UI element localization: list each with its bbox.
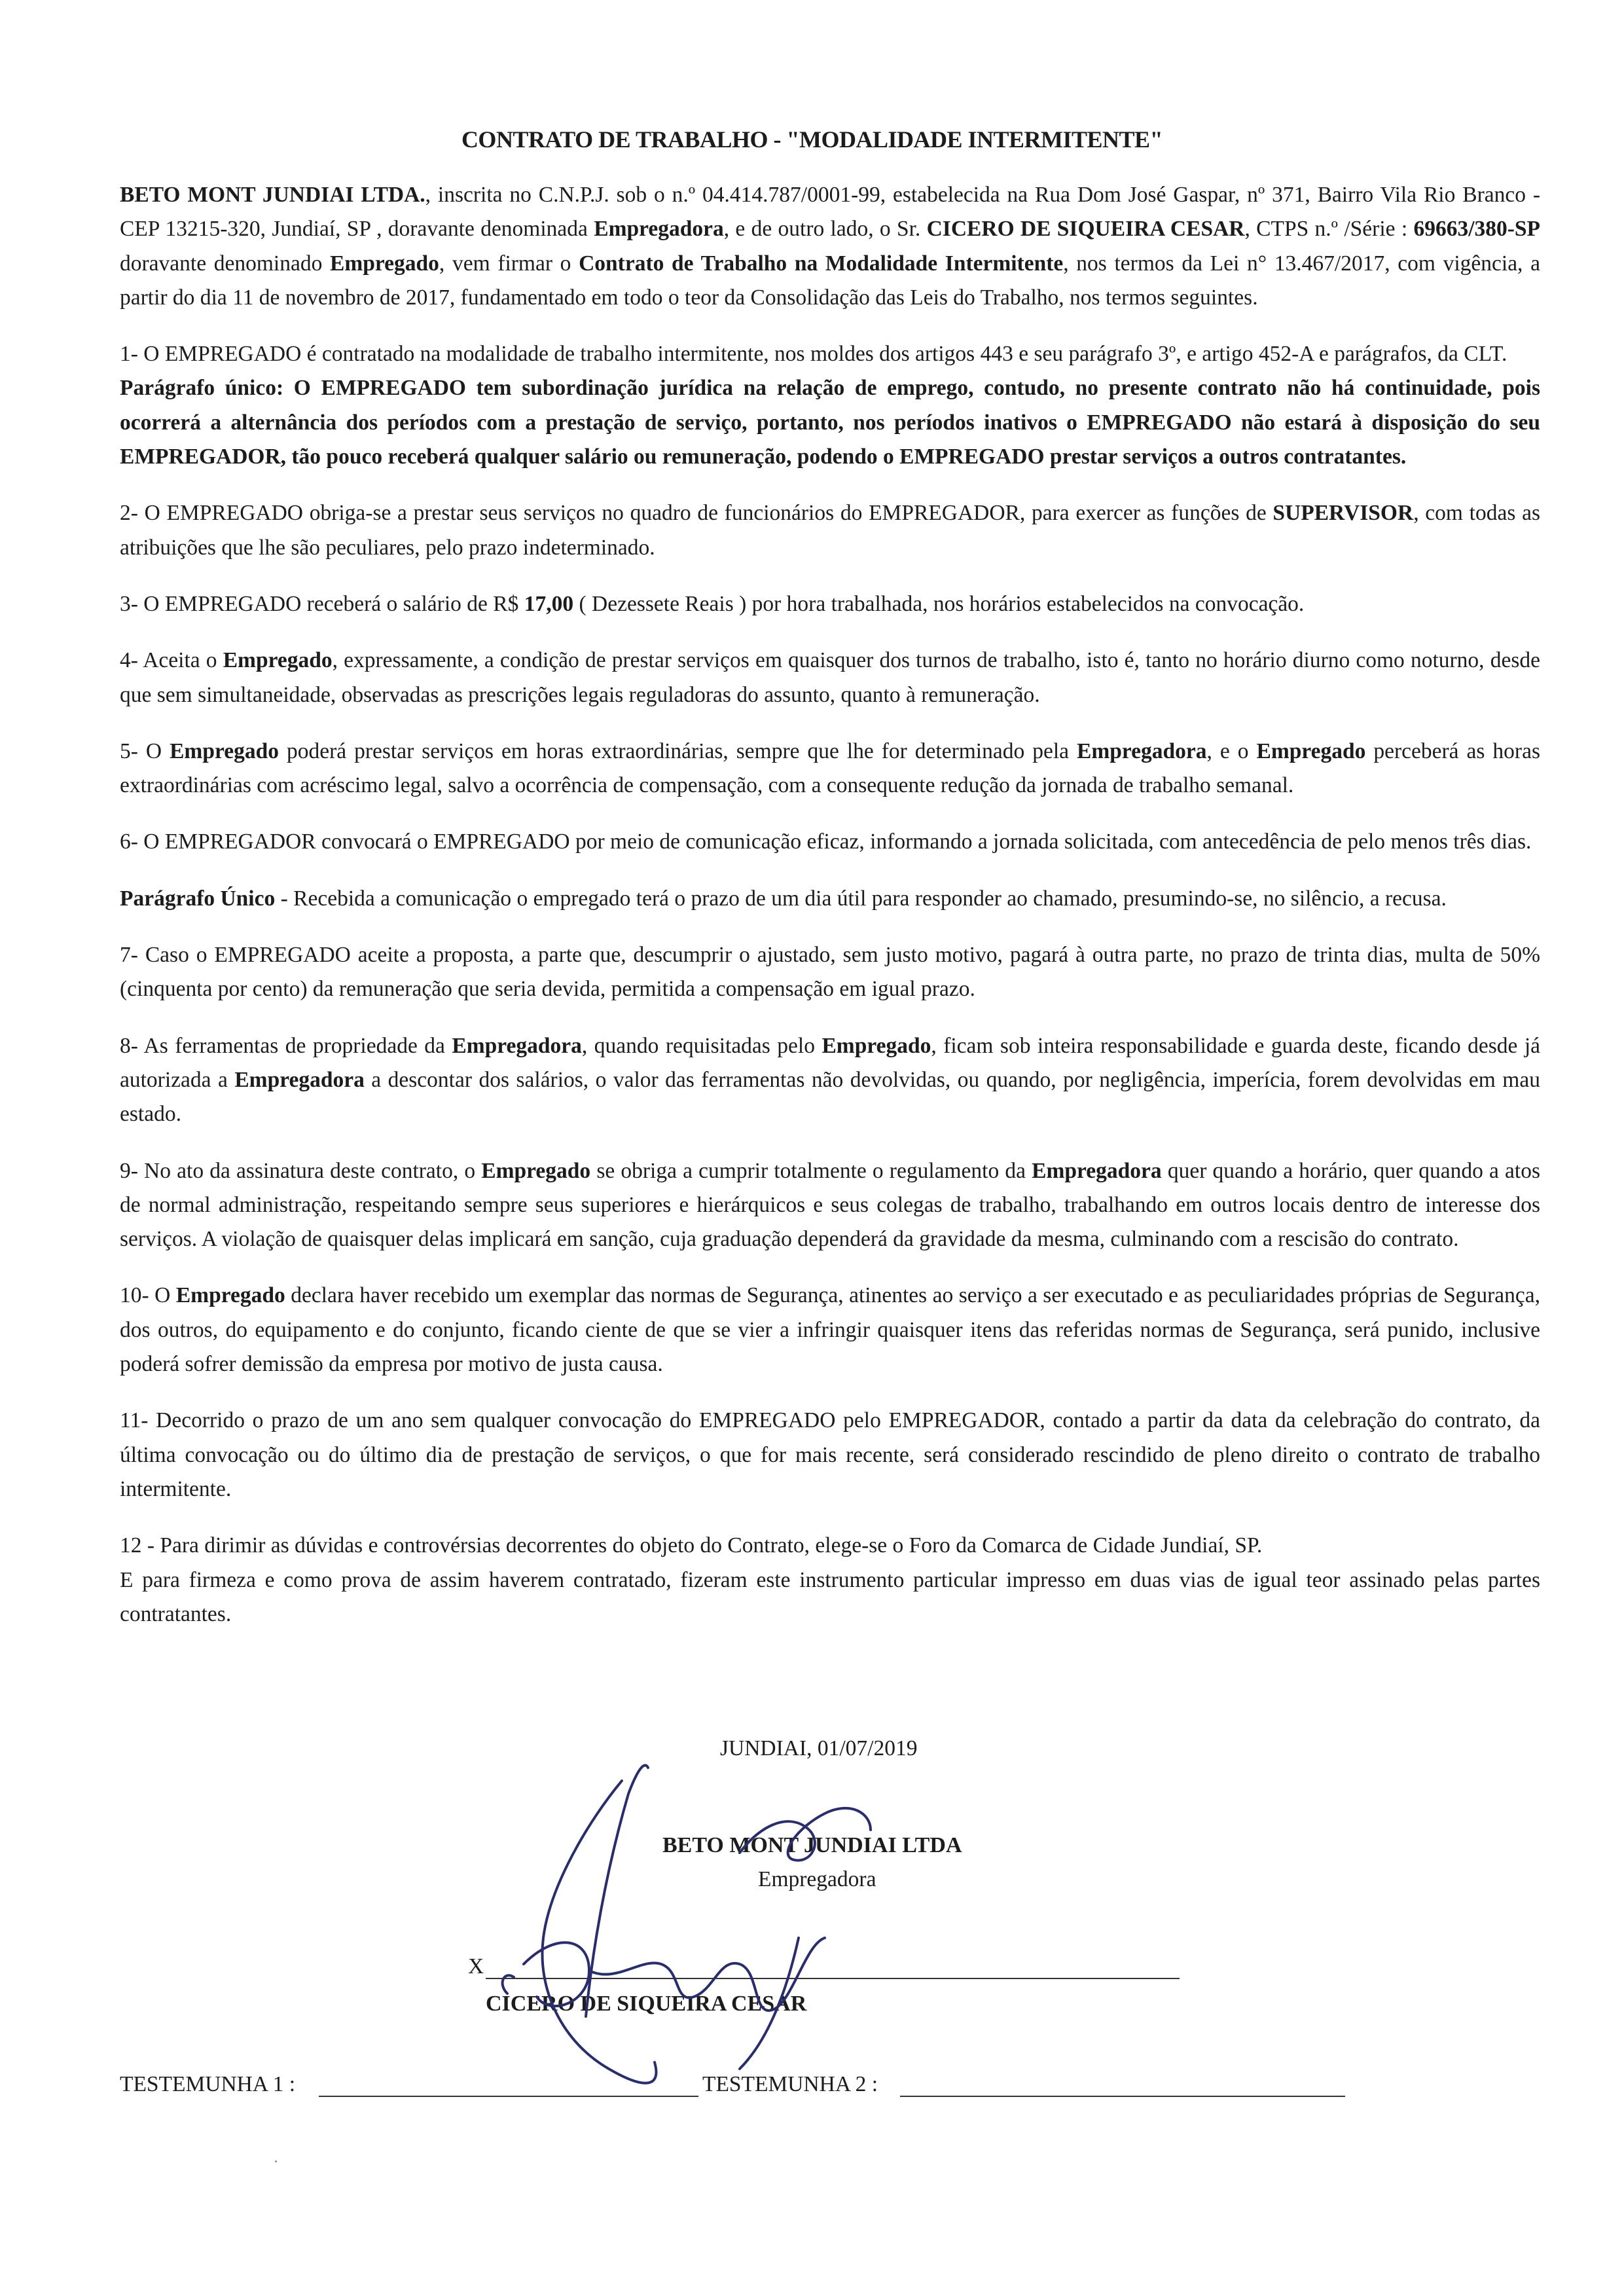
company-name: BETO MONT JUNDIAI LTDA. — [120, 183, 425, 207]
clause-6: 6- O EMPREGADOR convocará o EMPREGADO por meio de comunicação eficaz, informando a jornada solicitada, com antecedência de pelo menos três dias. — [120, 829, 1532, 854]
clause-1-paragraph-label: Parágrafo único — [120, 376, 276, 401]
employee-name: CICERO DE SIQUEIRA CESAR — [926, 217, 1245, 242]
employee-term: Empregado — [330, 251, 439, 276]
employer-signature-name: BETO MONT JUNDIAI LTDA — [662, 1833, 962, 1857]
closing-statement: E para firmeza e como prova de assim haverem contratado, fizeram este instrumento particular impresso em duas vias de igual teor assinado pelas partes contratantes. — [120, 1567, 1540, 1626]
clause-10-text-1: 10- O — [120, 1283, 176, 1308]
clause-11: 11- Decorrido o prazo de um ano sem qualquer convocação do EMPREGADO pelo EMPREGADOR, contado a partir da data da celebração do contrato, da última convocação ou do último dia de prestação de serviços, o que for mais recente, será considerado rescindido de pleno direito o contrato de trabalho intermitente. — [120, 1408, 1540, 1501]
clause-8-text-3: , ficam sob inteira responsabilidade e guarda deste, ficando desde já autorizada a — [120, 1033, 1540, 1092]
witness-1-label: TESTEMUNHA 1 : — [120, 2072, 295, 2096]
employee-signature-name: CICERO DE SIQUEIRA CESAR — [486, 1992, 807, 2016]
intro-text-6: , nos termos da Lei n° 13.467/2017, com vigência, a partir do dia 11 de novembro de 2017, fundamentado em todo o teor da Consolidação das Leis do Trabalho, nos termos seguintes. — [120, 251, 1540, 310]
signature-x-mark: X — [468, 1954, 484, 1978]
clause-10-bold-1: Empregado — [175, 1283, 285, 1308]
clause-5-text-2: poderá prestar serviços em horas extraordinárias, sempre que lhe for determinado pela — [278, 738, 1077, 763]
clause-8-text-1: 8- As ferramentas de propriedade da — [120, 1033, 452, 1058]
clause-1-paragraph-text: : O EMPREGADO tem subordinação jurídica na relação de emprego, contudo, no presente contrato não há continuidade, pois ocorrerá a alternância dos períodos com a prestação de serviço, portanto, nos períodos inativos o EMPREGADO não estará à disposição do seu EMPREGADOR, tão pouco receberá qualquer salário ou remuneração, podendo o EMPREGADO prestar serviços a outros contratantes. — [120, 376, 1541, 469]
clause-10-text-2: declara haver recebido um exemplar das normas de Segurança, atinentes ao serviço a ser executado e as peculiaridades próprias de Segurança, dos outros, do equipamento e do conjunto, ficando ciente de que se vier a infringir quaisquer itens das referidas normas de Segurança, será punido, inclusive poderá sofrer demissão da empresa por motivo de justa causa. — [120, 1283, 1540, 1377]
ctps-number: 69663/380-SP — [1413, 217, 1540, 242]
clause-5-text-4: perceberá as horas extraordinárias com acréscimo legal, salvo a ocorrência de compensação, com a consequente redução da jornada de trabalho semanal. — [120, 738, 1540, 798]
clause-4-bold-1: Empregado — [223, 648, 333, 673]
clause-4-text-2: , expressamente, a condição de prestar serviços em quaisquer dos turnos de trabalho, isto é, tanto no horário diurno como noturno, desde que sem simultaneidade, observadas as prescrições legais reguladoras do assunto, quanto à remuneração. — [120, 648, 1540, 707]
clause-6-paragraph-text: - Recebida a comunicação o empregado terá o prazo de um dia útil para responder ao chamado, presumindo-se, no silêncio, a recusa. — [275, 886, 1447, 911]
clause-5-bold-2: Empregadora — [1077, 738, 1207, 763]
clause-5-bold-1: Empregado — [170, 738, 279, 763]
place-date: JUNDIAI, 01/07/2019 — [720, 1736, 918, 1760]
clause-5-bold-3: Empregado — [1256, 738, 1366, 763]
role-title: SUPERVISOR — [1272, 501, 1414, 526]
clause-2-text-1: 2- O EMPREGADO obriga-se a prestar seus serviços no quadro de funcionários do EMPREGADOR, para exercer as funções de — [120, 501, 1273, 526]
clause-7: 7- Caso o EMPREGADO aceite a proposta, a parte que, descumprir o ajustado, sem justo motivo, pagará à outra parte, no prazo de trinta dias, multa de 50% (cinquenta por cento) da remuneração que seria devida, permitida a compensação em igual prazo. — [120, 943, 1540, 1002]
clause-8-bold-1: Empregadora — [452, 1033, 582, 1058]
clause-9-bold-1: Empregado — [481, 1158, 591, 1183]
document-title: CONTRATO DE TRABALHO - "MODALIDADE INTERMITENTE" — [461, 126, 1163, 153]
clause-9-text-3: quer quando a horário, quer quando a atos de normal administração, respeitando sempre seus superiores e hierárquicos e seus colegas de trabalho, trabalhando em outros locais dentro de interesse dos serviços. A violação de quaisquer delas implicará em sanção, cuja graduação dependerá da gravidade da mesma, culminando com a rescisão do contrato. — [120, 1158, 1540, 1252]
clause-5-text-3: , e o — [1206, 738, 1257, 763]
employer-term: Empregadora — [594, 217, 724, 242]
clause-8-text-2: , quando requisitadas pelo — [581, 1033, 822, 1058]
employee-signature-line — [486, 1978, 1180, 1979]
clause-3-text-2: ( Dezessete Reais ) por hora trabalhada, nos horários estabelecidos na convocação. — [573, 591, 1305, 616]
clause-9-bold-2: Empregadora — [1032, 1158, 1162, 1183]
intro-text-5: , vem firmar o — [439, 251, 579, 276]
clause-8-bold-2: Empregado — [821, 1033, 931, 1058]
intro-text-4: doravante denominado — [120, 251, 331, 276]
salary-amount: 17,00 — [524, 591, 574, 616]
scan-speck — [275, 2160, 277, 2162]
witness-2-line — [900, 2096, 1345, 2097]
clause-6-paragraph-label: Parágrafo Único — [120, 886, 276, 911]
clause-4-text-1: 4- Aceita o — [120, 648, 223, 673]
clause-1: 1- O EMPREGADO é contratado na modalidade de trabalho intermitente, nos moldes dos artigos 443 e seu parágrafo 3º, e artigo 452-A e parágrafos, da CLT. — [120, 342, 1507, 367]
intro-text-3: , CTPS n.º /Série : — [1244, 217, 1414, 242]
clause-9-text-1: 9- No ato da assinatura deste contrato, o — [120, 1158, 482, 1183]
intro-text-1: , inscrita no C.N.P.J. sob o n.º 04.414.787/0001-99, estabelecida na Rua Dom José Gaspar, nº 371, Bairro Vila Rio Branco - CEP 13215-320, Jundiaí, SP , doravante denominada — [120, 183, 1540, 242]
clause-12: 12 - Para dirimir as dúvidas e controvérsias decorrentes do objeto do Contrato, elege-se o Foro da Comarca de Cidade Jundiaí, SP. — [120, 1533, 1263, 1558]
clause-3-text-1: 3- O EMPREGADO receberá o salário de R$ — [120, 591, 524, 616]
intro-text-2: , e de outro lado, o Sr. — [723, 217, 927, 242]
contract-name: Contrato de Trabalho na Modalidade Intermitente — [579, 251, 1064, 276]
clause-9-text-2: se obriga a cumprir totalmente o regulamento da — [590, 1158, 1032, 1183]
witness-2-label: TESTEMUNHA 2 : — [702, 2072, 878, 2096]
employer-signature-role: Empregadora — [758, 1867, 876, 1891]
clause-8-bold-3: Empregadora — [234, 1067, 365, 1092]
clause-8-text-4: a descontar dos salários, o valor das ferramentas não devolvidas, ou quando, por negligência, imperícia, forem devolvidas em mau estado. — [120, 1067, 1540, 1127]
clause-2-text-2: , com todas as atribuições que lhe são peculiares, pelo prazo indeterminado. — [120, 501, 1541, 560]
clause-5-text-1: 5- O — [120, 738, 170, 763]
witness-1-line — [319, 2096, 698, 2097]
